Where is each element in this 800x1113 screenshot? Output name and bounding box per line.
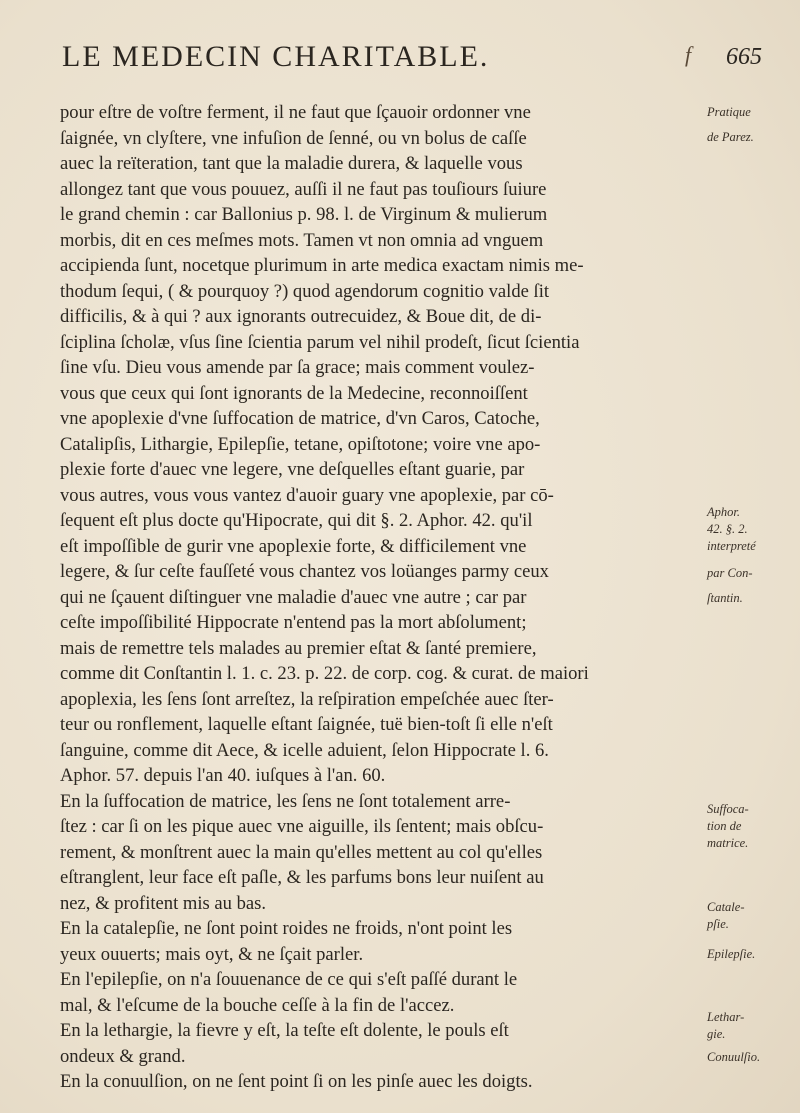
text-line: qui ne ſçauent diſtinguer vne maladie d'auec vne autre ; car par: [60, 586, 527, 608]
margin-note: interpreté: [707, 539, 756, 553]
margin-note: tion de: [707, 819, 742, 833]
margin-note: Pratique: [707, 105, 751, 119]
text-line: accipienda ſunt, nocetque plurimum in arte medica exactam nimis me-: [60, 255, 584, 276]
text-line: ſtez : car ſi on les pique auec vne aiguille, ils ſentent; mais obſcu-: [60, 816, 544, 837]
text-line: allongez tant que vous pouuez, auſſi il ne faut pas touſiours ſuiure: [60, 178, 547, 200]
ink-mark: f: [685, 42, 692, 67]
text-line: ſequent eſt plus docte qu'Hipocrate, qui dit §. 2. Aphor. 42. qu'il: [60, 510, 533, 531]
text-line: yeux ouuerts; mais oyt, & ne ſçait parler.: [60, 943, 364, 965]
text-line: ſciplina ſcholæ, vſus ſine ſcientia parum vel nihil prodeſt, ſicut ſcientia: [60, 331, 580, 353]
margin-note: Epilepſie.: [707, 947, 756, 961]
margin-note: par Con-: [707, 566, 753, 580]
text-line: En la catalepſie, ne ſont point roides ne froids, n'ont point les: [60, 918, 513, 939]
text-line: plexie forte d'auec vne legere, vne deſquelles eſtant guarie, par: [60, 459, 525, 480]
margin-note: Lethar-: [707, 1010, 745, 1024]
margin-note: Aphor.: [707, 505, 740, 519]
text-line: difficilis, & à qui ? aux ignorants outrecuidez, & Boue dit, de di-: [60, 306, 542, 327]
margin-note: matrice.: [707, 836, 749, 850]
text-line: En la ſuffocation de matrice, les ſens ne ſont totalement arre-: [60, 790, 511, 812]
text-line: En la lethargie, la fievre y eſt, la teſte eſt dolente, le pouls eſt: [60, 1020, 509, 1041]
text-line: Aphor. 57. depuis l'an 40. iuſques à l'an. 60.: [60, 765, 386, 786]
text-line: mal, & l'eſcume de la bouche ceſſe à la fin de l'accez.: [60, 994, 455, 1016]
margin-note: Catale-: [707, 900, 745, 914]
text-line: ſaignée, vn clyſtere, vne infuſion de ſenné, ou vn bolus de caſſe: [60, 127, 527, 149]
text-line: En l'epilepſie, on n'a ſouuenance de ce qui s'eſt paſſé durant le: [60, 969, 518, 990]
text-line: ſine vſu. Dieu vous amende par ſa grace; mais comment voulez-: [60, 357, 535, 378]
text-line: thodum ſequi, ( & pourquoy ?) quod agendorum cognitio valde ſit: [60, 280, 550, 302]
text-line: eſt impoſſible de gurir vne apoplexie forte, & difficilement vne: [60, 535, 527, 557]
text-line: morbis, dit en ces meſmes mots. Tamen vt non omnia ad vnguem: [60, 229, 544, 251]
margin-note: Suffoca-: [707, 802, 749, 816]
text-line: En la conuulſion, on ne ſent point ſi on les pinſe auec les doigts.: [60, 1071, 533, 1092]
margin-note: de Parez.: [707, 130, 754, 144]
margin-note: pſie.: [707, 917, 729, 931]
text-line: le grand chemin : car Ballonius p. 98. l. de Virginum & mulierum: [60, 204, 548, 225]
text-line: eſtranglent, leur face eſt paſle, & les parfums bons leur nuiſent au: [60, 867, 544, 888]
text-line: vne apoplexie d'vne ſuffocation de matrice, d'vn Caros, Catoche,: [60, 408, 540, 429]
text-line: vous autres, vous vous vantez d'auoir guary vne apoplexie, par cō-: [60, 484, 554, 506]
text-line: mais de remettre tels malades au premier eſtat & ſanté premiere,: [60, 637, 537, 659]
body-text: [60, 100, 700, 1095]
text-line: ceſte impoſſibilité Hippocrate n'entend pas la mort abſolument;: [60, 612, 527, 633]
margin-note: 42. §. 2.: [707, 522, 748, 536]
text-line: legere, & ſur ceſte fauſſeté vous chantez vos loüanges parmy ceux: [60, 561, 549, 582]
text-line: Catalipſis, Lithargie, Epilepſie, tetane, opiſtotone; voire vne apo-: [60, 433, 541, 455]
text-line: ondeux & grand.: [60, 1045, 186, 1067]
running-header: [62, 40, 762, 80]
text-line: nez, & profitent mis au bas.: [60, 892, 267, 914]
text-line: vous que ceux qui ſont ignorants de la Medecine, reconnoiſſent: [60, 382, 528, 404]
margin-note: gie.: [707, 1027, 726, 1041]
text-line: comme dit Conſtantin l. 1. c. 23. p. 22. de corp. cog. & curat. de maiori: [60, 663, 589, 684]
text-line: pour eſtre de voſtre ferment, il ne faut que ſçauoir ordonner vne: [60, 102, 531, 123]
text-line: auec la reïteration, tant que la maladie durera, & laquelle vous: [60, 153, 523, 174]
page-number: 665: [726, 44, 762, 70]
text-line: rement, & monſtrent auec la main qu'elles mettent au col qu'elles: [60, 841, 543, 863]
margin-note: ſtantin.: [707, 591, 743, 605]
text-line: ſanguine, comme dit Aece, & icelle aduient, ſelon Hippocrate l. 6.: [60, 739, 549, 761]
page-title: LE MEDECIN CHARITABLE.: [62, 40, 490, 73]
text-line: teur ou ronflement, laquelle eſtant ſaignée, tuë bien-toſt ſi elle n'eſt: [60, 714, 553, 735]
text-line: apoplexia, les ſens ſont arreſtez, la reſpiration empeſchée auec ſter-: [60, 688, 554, 710]
margin-note: Conuulſio.: [707, 1050, 761, 1064]
